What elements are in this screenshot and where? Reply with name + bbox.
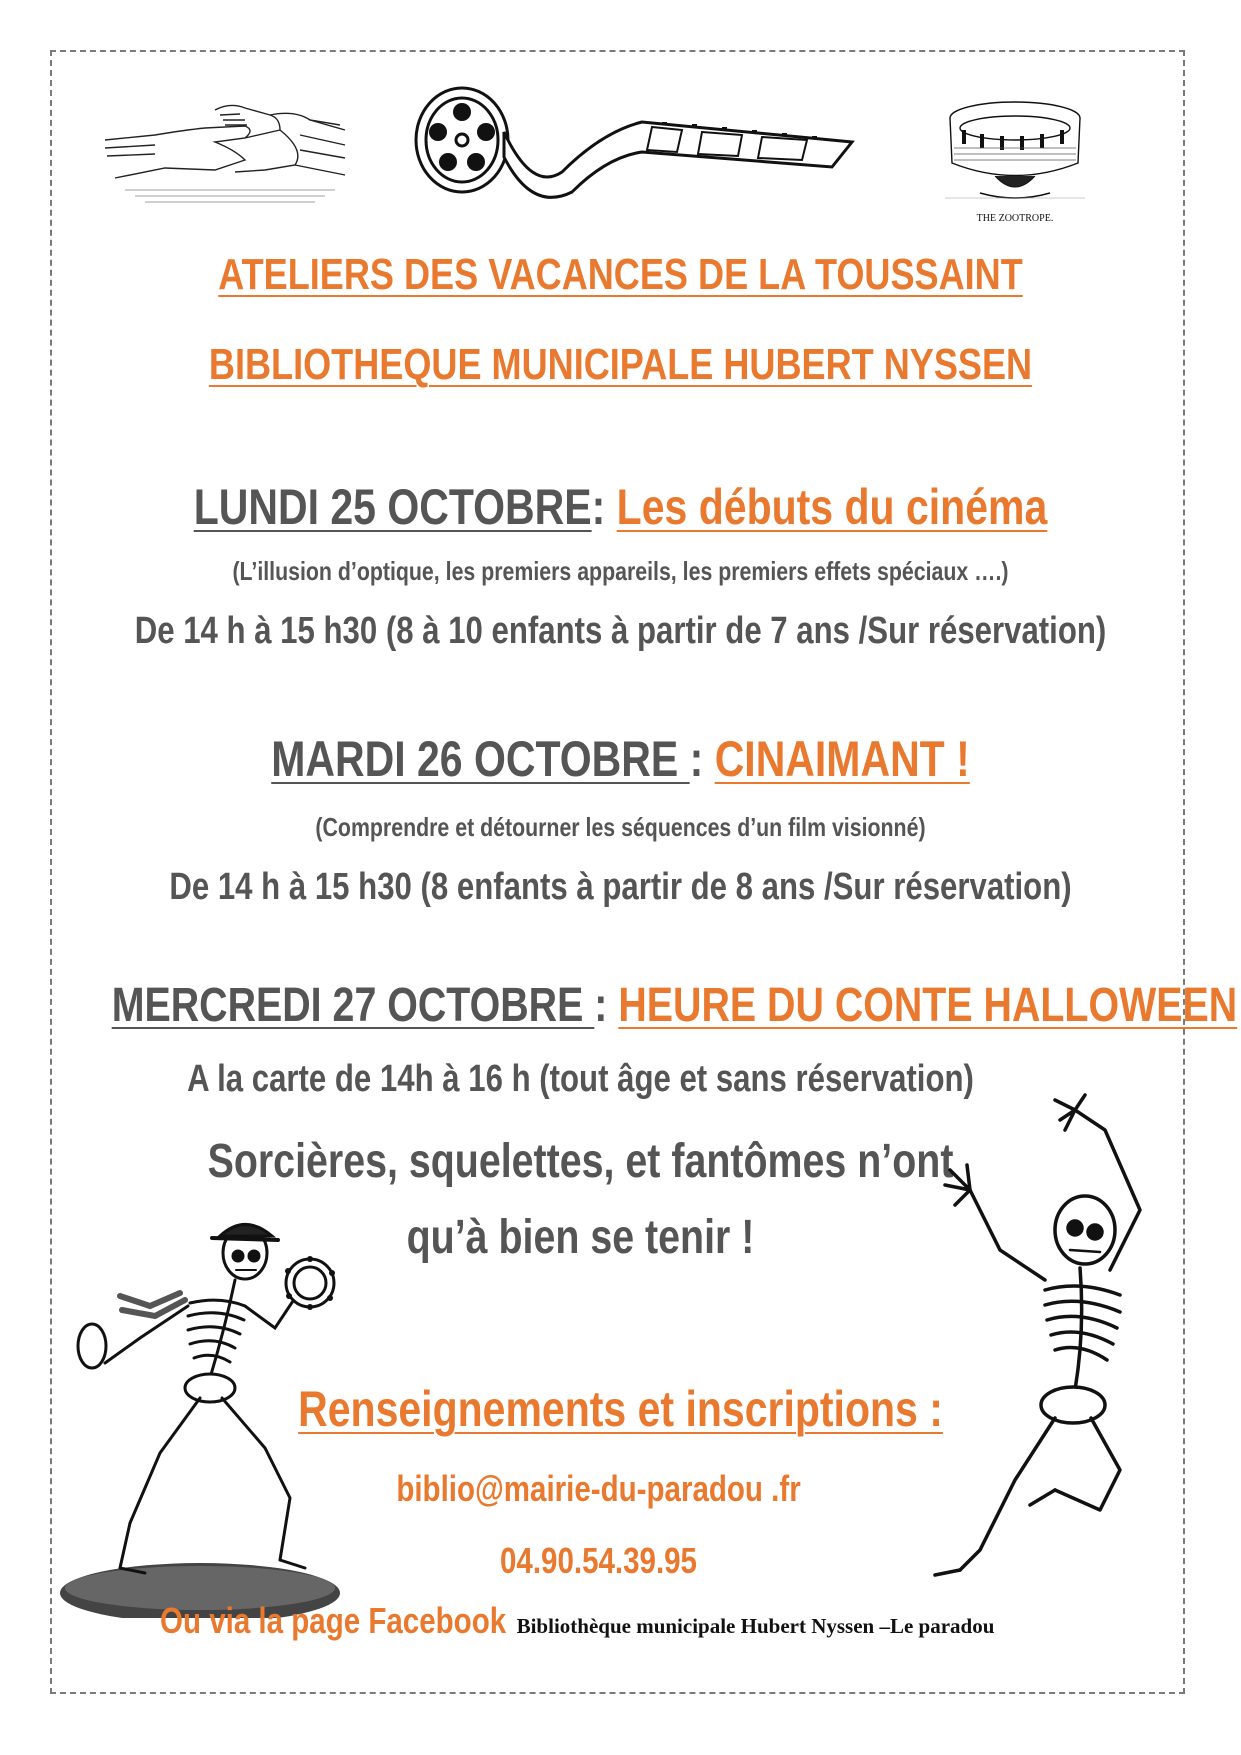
event-1-heading [112, 478, 1130, 536]
slogan-line-2: qu’à bien se tenir ! [406, 1211, 755, 1264]
event-3-name: HEURE DU CONTE HALLOWEEN [618, 979, 1238, 1032]
event-2-hours: De 14 h à 15 h30 (8 enfants à partir de 8 ans /Sur réservation) [169, 866, 1072, 908]
event-2-heading [112, 730, 1130, 788]
event-1-name: Les débuts du cinéma [616, 479, 1048, 535]
event-3-heading [111, 978, 1238, 1033]
event-1-day: LUNDI 25 OCTOBRE [193, 479, 592, 535]
hands-flipbook-image [95, 90, 350, 210]
facebook-prefix: Ou via la page Facebook [160, 1600, 507, 1641]
skeleton-right-image [905, 1090, 1180, 1610]
facebook-line [160, 1600, 994, 1642]
event-3-separator: : [594, 979, 619, 1032]
slogan-line-1: Sorcières, squelettes, et fantômes n’ont [207, 1135, 954, 1188]
title-line-1: ATELIERS DES VACANCES DE LA TOUSSAINT [218, 250, 1023, 299]
event-2-day: MARDI 26 OCTOBRE [271, 731, 690, 787]
event-1-hours: De 14 h à 15 h30 (8 à 10 enfants à partir de 7 ans /Sur réservation) [134, 610, 1107, 652]
event-1-separator: : [591, 479, 617, 535]
event-2-subtitle: (Comprendre et détourner les séquences d’un film visionné) [315, 812, 926, 842]
contact-heading: Renseignements et inscriptions : [298, 1381, 943, 1437]
zootrope-image [940, 88, 1090, 228]
zootrope-caption: THE ZOOTROPE. [976, 213, 1054, 224]
contact-email[interactable]: biblio@mairie-du-paradou .fr [396, 1468, 801, 1509]
facebook-page-name[interactable]: Bibliothèque municipale Hubert Nyssen –Le paradou [516, 1614, 995, 1638]
film-reel-image [412, 82, 862, 207]
title-line-2: BIBLIOTHEQUE MUNICIPALE HUBERT NYSSEN [208, 340, 1033, 389]
event-2-separator: : [689, 731, 715, 787]
event-3-day: MERCREDI 27 OCTOBRE [111, 979, 595, 1032]
contact-phone: 04.90.54.39.95 [499, 1540, 697, 1581]
event-3-hours: A la carte de 14h à 16 h (tout âge et sans réservation) [187, 1058, 974, 1100]
event-1-subtitle: (L’illusion d’optique, les premiers appareils, les premiers effets spéciaux ….) [232, 556, 1009, 586]
event-2-name: CINAIMANT ! [714, 731, 970, 787]
